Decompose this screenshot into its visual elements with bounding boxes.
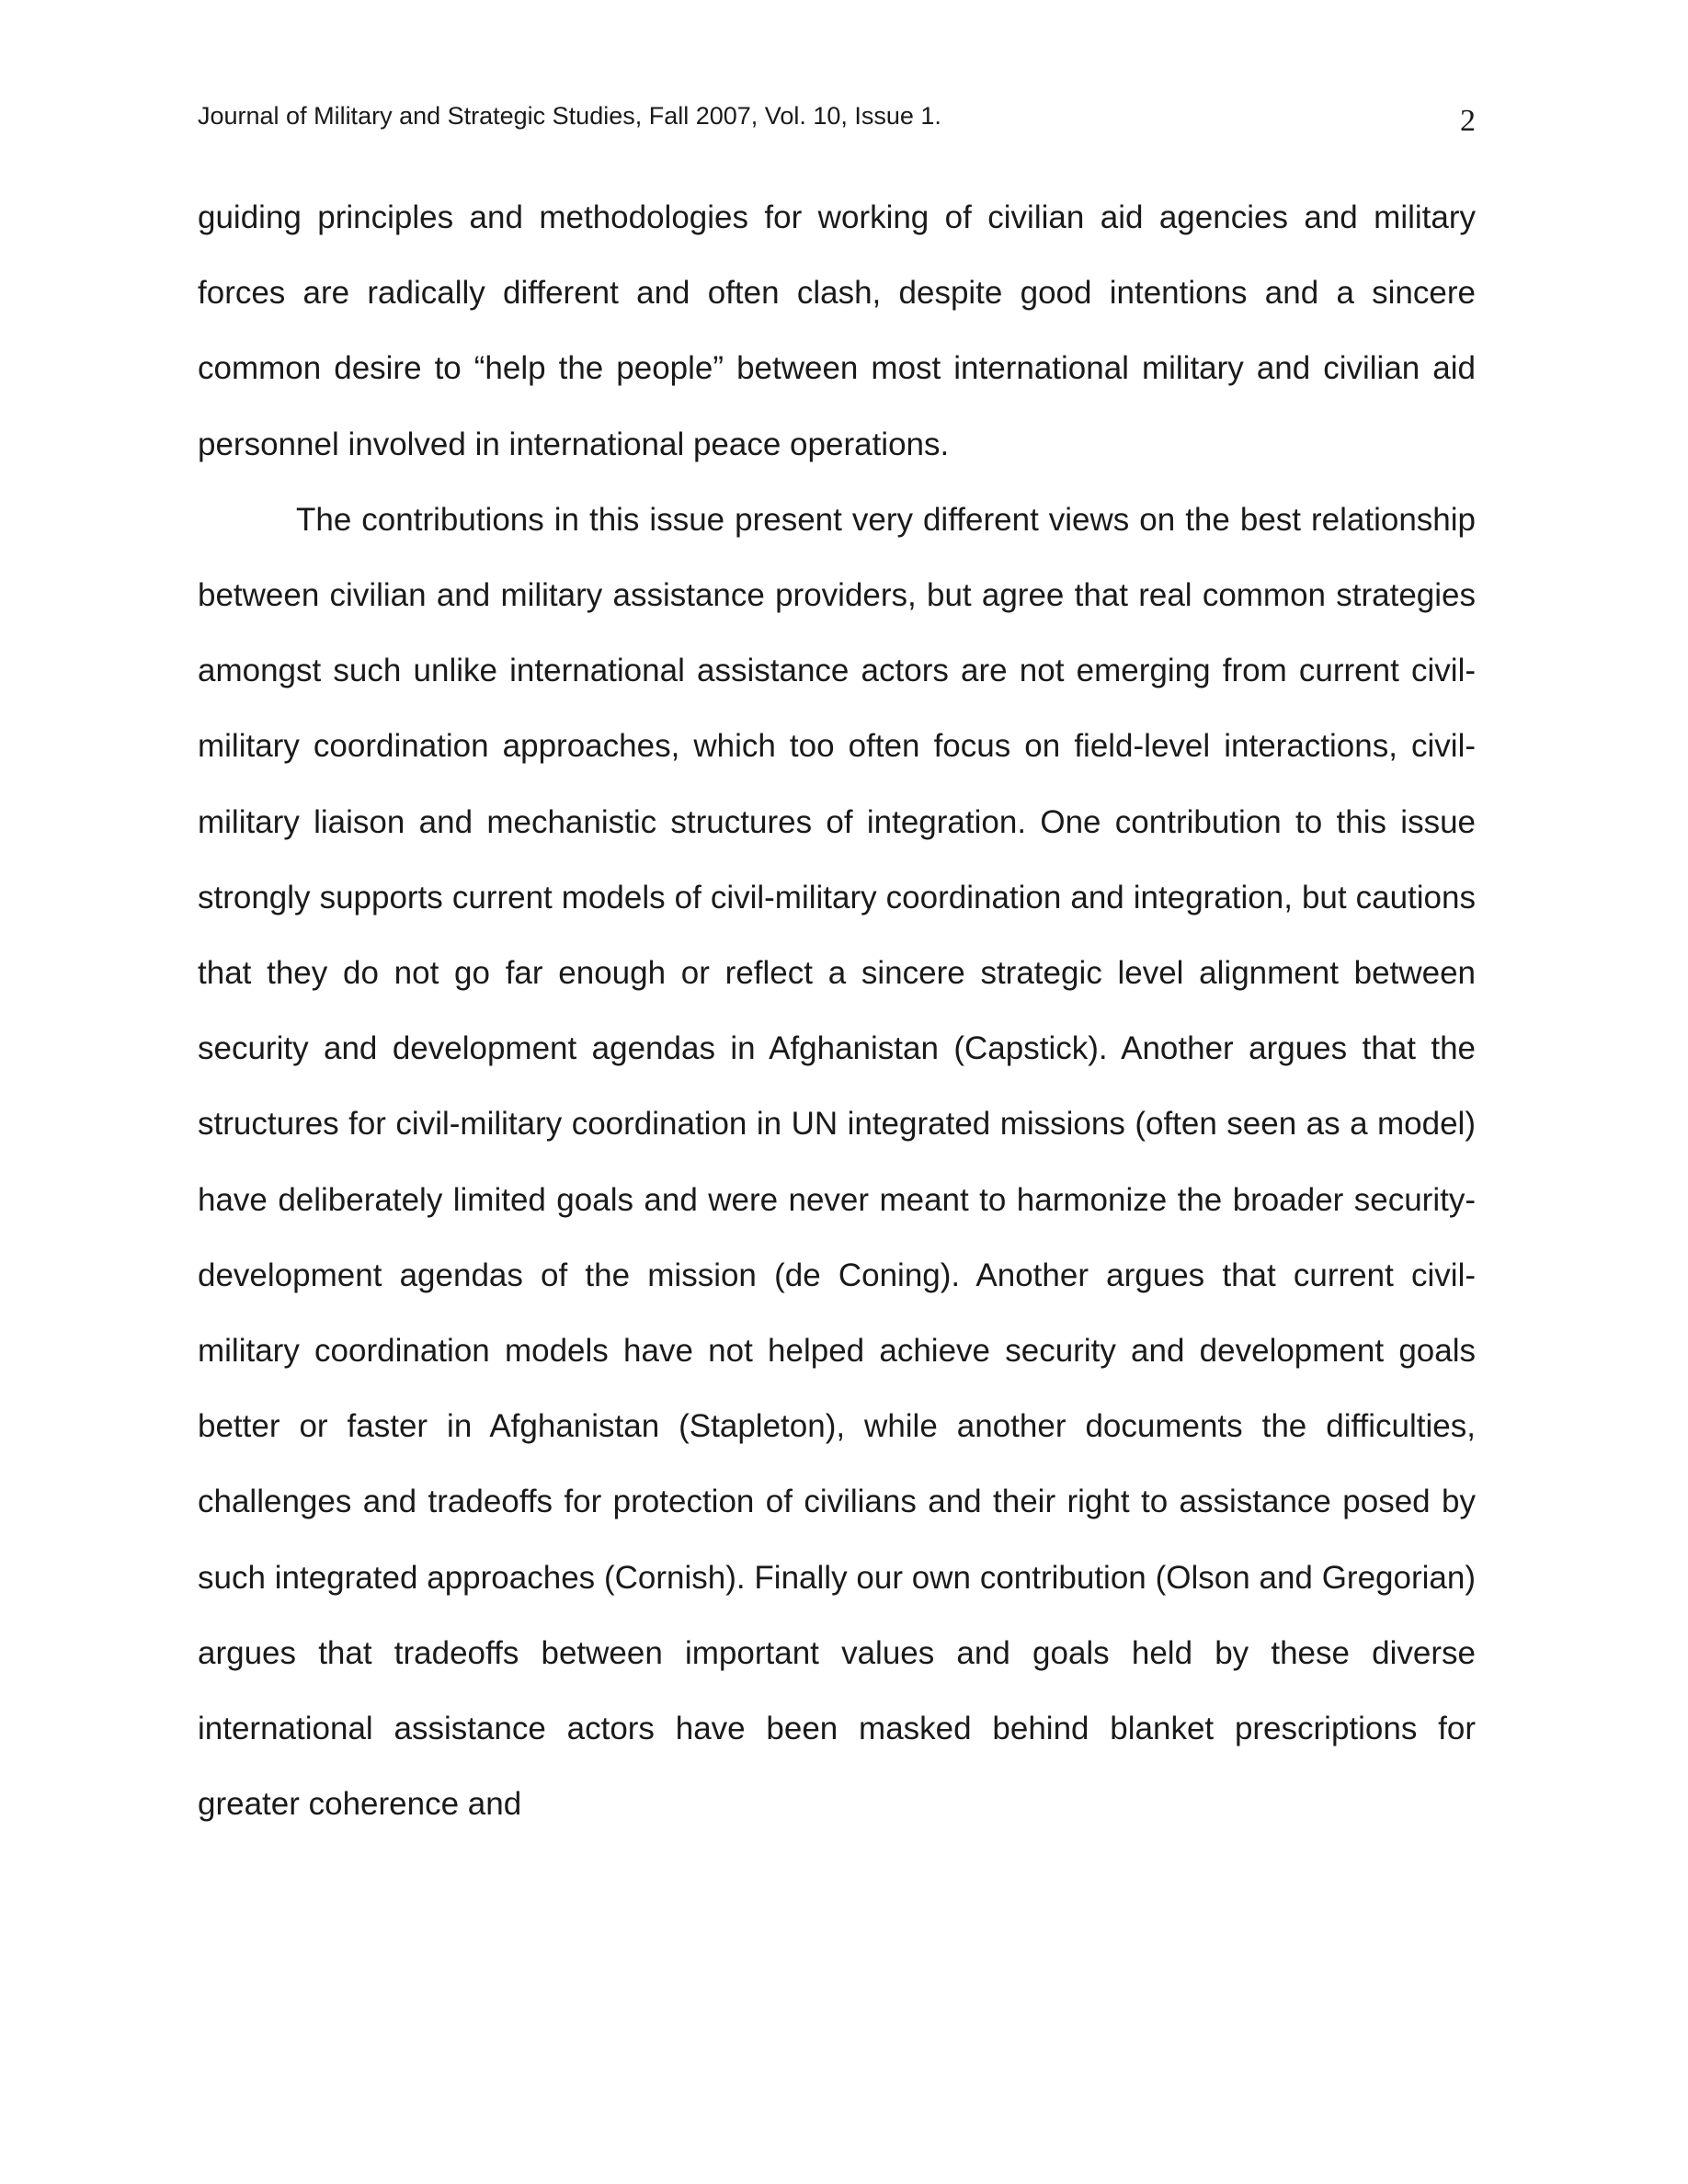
paragraph-contributions: The contributions in this issue present very different views on the best relationship between civilian and military assistance providers, but agree that real common strategies amongst such unlike international assistance actors are not emerging from current civil-military coordination approaches, which too often focus on field-level interactions, civil-military liaison and mechanistic structures of integration. One contribution to this issue strongly supports current models of civil-military coordination and integration, but cautions that they do not go far enough or reflect a sincere strategic level alignment between security and development agendas in Afghanistan (Capstick). Another argues that the structures for civil-military coordination in UN integrated missions (often seen as a model) have deliberately limited goals and were never meant to harmonize the broader security-development agendas of the mission (de Coning). Another argues that current civil-military coordination models have not helped achieve security and development goals better or faster in Afghanistan (Stapleton), while another documents the difficulties, challenges and tradeoffs for protection of civilians and their right to assistance posed by such integrated approaches (Cornish). Finally our own contribution (Olson and Gregorian) argues that tradeoffs between important values and goals held by these diverse international assistance actors have been masked behind blanket prescriptions for greater coherence and [198, 501, 1476, 1823]
page-header [198, 99, 1476, 143]
running-head: Journal of Military and Strategic Studies, Fall 2007, Vol. 10, Issue 1. [198, 102, 941, 130]
paragraph-continued: guiding principles and methodologies for working of civilian aid agencies and military forces are radically different and often clash, despite good intentions and a sincere common desire to “help the people” between most international military and civilian aid personnel involved in international peace operations. [198, 199, 1476, 462]
body-text [198, 180, 1476, 1842]
page-number: 2 [1460, 104, 1476, 138]
